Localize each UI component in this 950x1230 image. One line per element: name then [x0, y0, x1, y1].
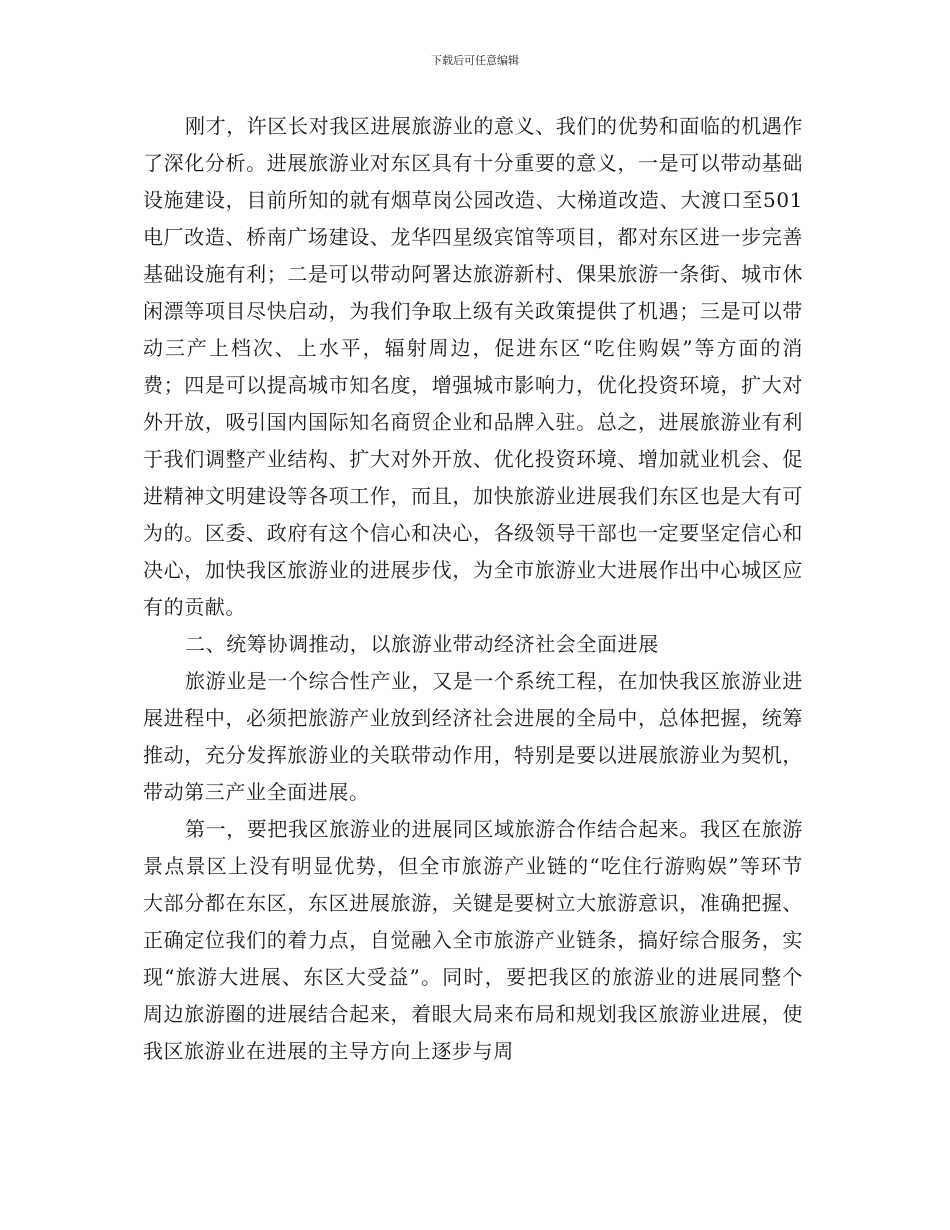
section-heading: 二、统筹协调推动，以旅游业带动经济社会全面进展: [185, 632, 659, 656]
paragraph-intro: 刚才，许区长对我区进展旅游业的意义、我们的优势和面临的机遇作了深化分析。进展旅游业对东区具有十分重要的意义，一是可以带动基础设施建设，目前所知的就有烟草岗公园改造、大梯道改造、大渡口至501电厂改造、桥南广场建设、龙华四星级宾馆等项目，都对东区进一步完善基础设施有利；二是可以带动阿署达旅游新村、倮果旅游一条街、城市休闲漂等项目尽快启动，为我们争取上级有关政策提供了机遇；三是可以带动三产上档次、上水平，辐射周边，促进东区“吃住购娱”等方面的消费；四是可以提高城市知名度，增强城市影响力，优化投资环境，扩大对外开放，吸引国内国际知名商贸企业和品牌入驻。总之，进展旅游业有利于我们调整产业结构、扩大对外开放、优化投资环境、增加就业机会、促进精神文明建设等各项工作，而且，加快旅游业进展我们东区也是大有可为的。区委、政府有这个信心和决心，各级领导干部也一定要坚定信心和决心，加快我区旅游业的进展步伐，为全市旅游业大进展作出中心城区应有的贡献。: [143, 114, 803, 619]
paragraph-point-one: 第一，要把我区旅游业的进展同区域旅游合作结合起来。我区在旅游景点景区上没有明显优势，但全市旅游产业链的“吃住行游购娱”等环节大部分都在东区，东区进展旅游，关键是要树立大旅游意识，准确把握、正确定位我们的着力点，自觉融入全市旅游产业链条，搞好综合服务，实现“旅游大进展、东区大受益”。同时，要把我区的旅游业的进展同整个周边旅游圈的进展结合起来，着眼大局来布局和规划我区旅游业进展，使我区旅游业在进展的主导方向上逐步与周: [143, 817, 803, 1063]
document-body: [143, 108, 803, 1070]
page-header-note: 下载后可任意编辑: [431, 54, 519, 67]
paragraph-overview: 旅游业是一个综合性产业，又是一个系统工程，在加快我区旅游业进展进程中，必须把旅游产业放到经济社会进展的全局中，总体把握，统筹推动，充分发挥旅游业的关联带动作用，特别是要以进展旅游业为契机，带动第三产业全面进展。: [143, 669, 803, 804]
